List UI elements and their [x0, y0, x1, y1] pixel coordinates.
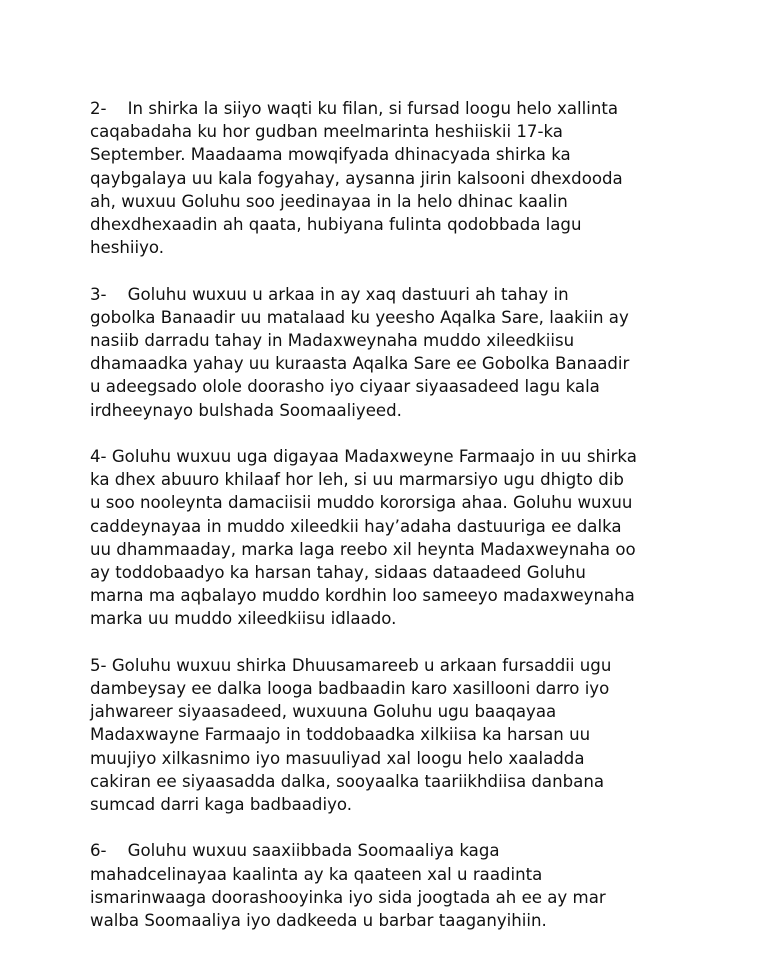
- paragraph-line: u adeegsado olole doorasho iyo ciyaar siyaasadeed lagu kala: [90, 377, 600, 397]
- paragraph-line: 4- Goluhu wuxuu uga digayaa Madaxweyne Farmaajo in uu shirka: [90, 447, 637, 467]
- paragraph-line: cakiran ee siyaasadda dalka, sooyaalka taariikhdiisa danbana: [90, 771, 605, 791]
- paragraph-line: heshiiyo.: [90, 238, 165, 258]
- paragraph-line: walba Soomaaliya iyo dadkeeda u barbar taaganyihiin.: [90, 911, 547, 931]
- paragraph-line: marna ma aqbalayo muddo kordhin loo sameeyo madaxweynaha: [90, 586, 635, 606]
- paragraph-line: ay toddobaadyo ka harsan tahay, sidaas dataadeed Goluhu: [90, 563, 586, 583]
- paragraph-line: gobolka Banaadir uu matalaad ku yeesho Aqalka Sare, laakiin ay: [90, 307, 629, 327]
- paragraph-line: 5- Goluhu wuxuu shirka Dhuusamareeb u arkaan fursaddii ugu: [90, 655, 612, 675]
- paragraph-3: [90, 445, 705, 631]
- paragraph-line: u soo nooleynta damaciisii muddo kororsiga ahaa. Goluhu wuxuu: [90, 493, 633, 513]
- paragraph-line: 2- In shirka la siiyo waqti ku filan, si fursad loogu helo xallinta: [90, 99, 619, 118]
- paragraph-line: irdheeynayo bulshada Soomaaliyeed.: [90, 400, 402, 420]
- paragraph-line: uu dhammaaday, marka laga reebo xil heynta Madaxweynaha oo: [90, 539, 636, 559]
- paragraph-line: mahadcelinayaa kaalinta ay ka qaateen xal u raadinta: [90, 864, 543, 884]
- paragraph-line: jahwareer siyaasadeed, wuxuuna Goluhu ugu baaqayaa: [90, 702, 557, 722]
- paragraph-line: caddeynayaa in muddo xileedkii hay’adaha dastuuriga ee dalka: [90, 516, 622, 536]
- paragraph-line: ismarinwaaga doorashooyinka iyo sida joogtada ah ee ay mar: [90, 887, 606, 907]
- paragraph-1: [90, 97, 705, 259]
- paragraph-5: [90, 839, 705, 932]
- paragraph-line: nasiib darradu tahay in Madaxweynaha muddo xileedkiisu: [90, 331, 575, 351]
- paragraph-line: dambeysay ee dalka looga badbaadin karo xasillooni darro iyo: [90, 679, 610, 699]
- document-body: [90, 97, 705, 955]
- paragraph-line: September. Maadaama mowqifyada dhinacyada shirka ka: [90, 145, 571, 165]
- paragraph-line: ah, wuxuu Goluhu soo jeedinayaa in la helo dhinac kaalin: [90, 191, 568, 211]
- paragraph-line: qaybgalaya uu kala fogyahay, aysanna jirin kalsooni dhexdooda: [90, 168, 623, 188]
- paragraph-line: Madaxwayne Farmaajo in toddobaadka xilkiisa ka harsan uu: [90, 725, 591, 745]
- paragraph-4: [90, 654, 705, 816]
- paragraph-line: 6- Goluhu wuxuu saaxiibbada Soomaaliya kaga: [90, 841, 500, 861]
- paragraph-line: 3- Goluhu wuxuu u arkaa in ay xaq dastuuri ah tahay in: [90, 284, 569, 304]
- paragraph-line: caqabadaha ku hor gudban meelmarinta heshiiskii 17-ka: [90, 122, 563, 142]
- paragraph-line: sumcad darri kaga badbaadiyo.: [90, 795, 353, 815]
- paragraph-line: marka uu muddo xileedkiisu idlaado.: [90, 609, 397, 629]
- paragraph-line: dhamaadka yahay uu kuraasta Aqalka Sare ee Gobolka Banaadir: [90, 354, 630, 374]
- paragraph-line: dhexdhexaadin ah qaata, hubiyana fulinta qodobbada lagu: [90, 215, 582, 235]
- paragraph-line: ka dhex abuuro khilaaf hor leh, si uu marmarsiyo ugu dhigto dib: [90, 470, 624, 490]
- paragraph-line: muujiyo xilkasnimo iyo masuuliyad xal loogu helo xaaladda: [90, 748, 585, 768]
- paragraph-2: [90, 283, 705, 422]
